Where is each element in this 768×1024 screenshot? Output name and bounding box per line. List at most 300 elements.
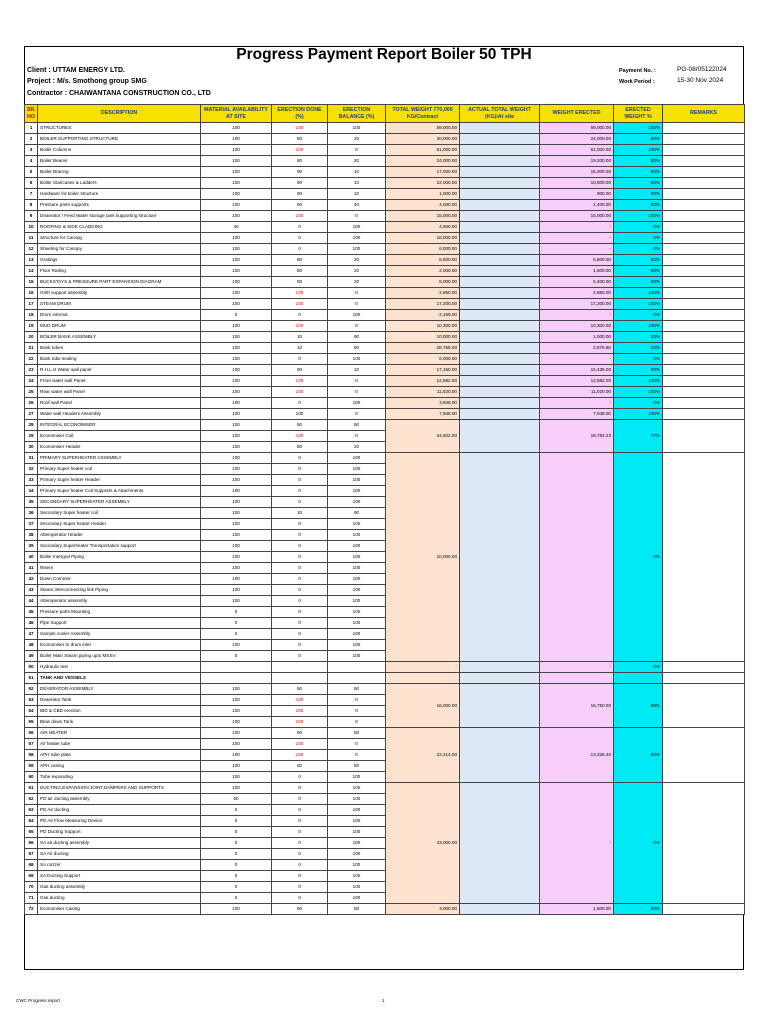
row-erection-done: 0 xyxy=(272,596,328,607)
row-material: 100 xyxy=(201,189,272,200)
row-description: Hydraulic test xyxy=(38,662,201,673)
row-erection-balance: 100 xyxy=(328,486,386,497)
row-total-weight: 3,000.00 xyxy=(386,904,460,915)
row-srno: 71 xyxy=(25,893,38,904)
row-erection-balance: 10 xyxy=(328,365,386,376)
row-actual-weight xyxy=(460,332,540,343)
row-erected-pct: 80% xyxy=(614,277,663,288)
row-srno: 45 xyxy=(25,607,38,618)
row-description: Air heater tube xyxy=(38,739,201,750)
row-erection-balance: 10 xyxy=(328,189,386,200)
row-description: INTEGRAL ECONOMISER xyxy=(38,420,201,431)
row-weight-erected: 15,300.00 xyxy=(540,167,614,178)
row-description: SA Ducting Support xyxy=(38,871,201,882)
row-material: 50 xyxy=(201,794,272,805)
row-srno: 30 xyxy=(25,442,38,453)
row-erection-done: 0 xyxy=(272,629,328,640)
row-weight-erected: 17,200.00 xyxy=(540,299,614,310)
row-remarks xyxy=(663,211,745,222)
table-row xyxy=(25,673,745,684)
row-srno: 35 xyxy=(25,497,38,508)
row-material: 100 xyxy=(201,783,272,794)
row-weight-erected: 1,600.00 xyxy=(540,266,614,277)
row-erected-pct: 100% xyxy=(614,288,663,299)
row-material: 100 xyxy=(201,519,272,530)
row-total-weight: 2,159.00 xyxy=(386,310,460,321)
row-actual-weight xyxy=(460,354,540,365)
row-description: Blow down Tank xyxy=(38,717,201,728)
row-erection-done: 0 xyxy=(272,772,328,783)
row-erection-balance: 40 xyxy=(328,200,386,211)
row-total-weight: 18,000.00 xyxy=(386,684,460,728)
row-srno: 61 xyxy=(25,783,38,794)
row-erection-balance: 0 xyxy=(328,706,386,717)
row-remarks xyxy=(663,673,745,684)
row-description: Floor Railing xyxy=(38,266,201,277)
row-srno: 20 xyxy=(25,332,38,343)
row-weight-erected: - xyxy=(540,233,614,244)
row-total-weight: 22,214.00 xyxy=(386,728,460,783)
row-erection-balance xyxy=(328,673,386,684)
row-erection-balance: 100 xyxy=(328,651,386,662)
row-material: 0 xyxy=(201,882,272,893)
row-erected-pct: 10% xyxy=(614,343,663,354)
row-erection-balance: 20 xyxy=(328,255,386,266)
row-actual-weight xyxy=(460,321,540,332)
row-srno: 28 xyxy=(25,420,38,431)
row-erected-pct: 90% xyxy=(614,365,663,376)
row-erection-balance xyxy=(328,662,386,673)
row-material: 100 xyxy=(201,585,272,596)
row-erected-pct: 100% xyxy=(614,145,663,156)
row-srno: 4 xyxy=(25,156,38,167)
row-srno: 3 xyxy=(25,145,38,156)
row-material: 100 xyxy=(201,772,272,783)
table-row xyxy=(25,409,745,420)
row-material: 100 xyxy=(201,354,272,365)
row-total-weight: 2,850.00 xyxy=(386,288,460,299)
row-erection-balance: 100 xyxy=(328,882,386,893)
row-erection-done xyxy=(272,662,328,673)
row-srno: 41 xyxy=(25,563,38,574)
row-erection-done: 80 xyxy=(272,277,328,288)
row-weight-erected: 12,582.00 xyxy=(540,376,614,387)
row-actual-weight xyxy=(460,266,540,277)
row-srno: 56 xyxy=(25,728,38,739)
row-material: 100 xyxy=(201,156,272,167)
row-erection-balance: 100 xyxy=(328,222,386,233)
row-actual-weight xyxy=(460,288,540,299)
row-erection-done: 100 xyxy=(272,431,328,442)
row-description: Front water wall Panel xyxy=(38,376,201,387)
row-erection-balance: 0 xyxy=(328,409,386,420)
row-remarks xyxy=(663,728,745,783)
row-remarks xyxy=(663,277,745,288)
row-description: Economiser Header xyxy=(38,442,201,453)
row-remarks xyxy=(663,178,745,189)
row-erected-pct: 0% xyxy=(614,354,663,365)
footer-label: CWC Progress report xyxy=(16,998,60,1003)
row-erection-done: 0 xyxy=(272,783,328,794)
row-erection-balance: 20 xyxy=(328,277,386,288)
col-header-total-weight: TOTAL WEIGHT 770,000 KG/Contract xyxy=(386,105,460,123)
row-remarks xyxy=(663,123,745,134)
row-material: 100 xyxy=(201,200,272,211)
row-actual-weight xyxy=(460,189,540,200)
row-material: 100 xyxy=(201,343,272,354)
row-description: ROOFING & SIDE CLADDING xyxy=(38,222,201,233)
table-row xyxy=(25,904,745,915)
row-material: 100 xyxy=(201,475,272,486)
row-erection-done: 50 xyxy=(272,684,328,695)
table-row xyxy=(25,376,745,387)
row-material: 100 xyxy=(201,497,272,508)
row-srno: 40 xyxy=(25,552,38,563)
row-description: Bank tube sealing xyxy=(38,354,201,365)
row-description: Economiser to drum inlet xyxy=(38,640,201,651)
row-erection-balance: 10 xyxy=(328,178,386,189)
row-erection-balance: 0 xyxy=(328,299,386,310)
row-erection-done: 0 xyxy=(272,222,328,233)
row-description: PRIMARY SUPERHEATER ASSEMBLY xyxy=(38,453,201,464)
row-material: 100 xyxy=(201,321,272,332)
row-remarks xyxy=(663,332,745,343)
row-erected-pct: 60% xyxy=(614,728,663,783)
row-material: 100 xyxy=(201,244,272,255)
row-erected-pct: 100% xyxy=(614,211,663,222)
table-row xyxy=(25,310,745,321)
row-erection-balance: 50 xyxy=(328,761,386,772)
row-description: SECONDARY SUPERHEATER ASSEMBLY xyxy=(38,497,201,508)
row-srno: 55 xyxy=(25,717,38,728)
row-srno: 44 xyxy=(25,596,38,607)
row-erection-done: 0 xyxy=(272,398,328,409)
row-actual-weight xyxy=(460,178,540,189)
row-erection-balance: 100 xyxy=(328,827,386,838)
row-material: 100 xyxy=(201,299,272,310)
row-description: PD Air Flow Measuring Device xyxy=(38,816,201,827)
row-srno: 62 xyxy=(25,794,38,805)
row-total-weight: 17,000.00 xyxy=(386,167,460,178)
row-srno: 54 xyxy=(25,706,38,717)
row-erection-balance: 0 xyxy=(328,750,386,761)
row-description: Boiler Staircases & Ladders xyxy=(38,178,201,189)
row-erection-balance: 100 xyxy=(328,816,386,827)
row-description: SA air ducting assembly xyxy=(38,838,201,849)
table-header-row xyxy=(25,105,745,123)
row-description: Primary Super heater coil xyxy=(38,464,201,475)
row-erection-done: 0 xyxy=(272,475,328,486)
row-erection-balance: 90 xyxy=(328,332,386,343)
row-material: 100 xyxy=(201,904,272,915)
row-erection-balance: 50 xyxy=(328,420,386,431)
row-actual-weight xyxy=(460,376,540,387)
row-material xyxy=(201,673,272,684)
row-srno: 50 xyxy=(25,662,38,673)
row-srno: 1 xyxy=(25,123,38,134)
row-description: Primary Super heater Header xyxy=(38,475,201,486)
row-material: 100 xyxy=(201,552,272,563)
row-erection-done: 50 xyxy=(272,728,328,739)
row-total-weight: 59,000.00 xyxy=(386,123,460,134)
report-title: Progress Payment Report Boiler 50 TPH xyxy=(236,46,532,63)
project-line: Project : M/s. Smothong group SMG xyxy=(27,78,147,85)
row-erected-pct: 100% xyxy=(614,299,663,310)
col-header-weight-erected: WEIGHT ERECTED xyxy=(540,105,614,123)
row-srno: 8 xyxy=(25,200,38,211)
row-srno: 11 xyxy=(25,233,38,244)
row-erected-pct: 100% xyxy=(614,387,663,398)
row-erection-done: 0 xyxy=(272,893,328,904)
table-row xyxy=(25,728,745,739)
row-erection-balance: 0 xyxy=(328,431,386,442)
row-srno: 13 xyxy=(25,255,38,266)
row-description: Drum internal xyxy=(38,310,201,321)
row-erection-done: 0 xyxy=(272,651,328,662)
row-material: 100 xyxy=(201,695,272,706)
row-actual-weight xyxy=(460,211,540,222)
row-erection-done: 100 xyxy=(272,123,328,134)
table-row xyxy=(25,134,745,145)
table-row xyxy=(25,145,745,156)
row-description: Pressure parts supports xyxy=(38,200,201,211)
row-actual-weight xyxy=(460,783,540,904)
row-erection-balance: 100 xyxy=(328,233,386,244)
row-total-weight: 24,000.00 xyxy=(386,156,460,167)
row-srno: 32 xyxy=(25,464,38,475)
row-total-weight: 4,000.00 xyxy=(386,200,460,211)
table-row xyxy=(25,123,745,134)
row-erected-pct: 80% xyxy=(614,266,663,277)
row-erection-balance: 100 xyxy=(328,552,386,563)
row-srno: 24 xyxy=(25,376,38,387)
row-material: 100 xyxy=(201,365,272,376)
row-material: 100 xyxy=(201,266,272,277)
row-remarks xyxy=(663,453,745,662)
row-description: Deaerator Tank xyxy=(38,695,201,706)
row-description: PD air ducting assembly xyxy=(38,794,201,805)
row-srno: 39 xyxy=(25,541,38,552)
row-description: SA Air ducting xyxy=(38,849,201,860)
row-erection-balance: 0 xyxy=(328,717,386,728)
row-remarks xyxy=(663,398,745,409)
row-material: 0 xyxy=(201,805,272,816)
row-srno: 18 xyxy=(25,310,38,321)
row-srno: 36 xyxy=(25,508,38,519)
row-total-weight: 17,200.00 xyxy=(386,299,460,310)
row-erection-balance: 100 xyxy=(328,585,386,596)
row-description: SA nozzel xyxy=(38,860,201,871)
row-erected-pct: 100% xyxy=(614,321,663,332)
row-total-weight: 28,758.00 xyxy=(386,343,460,354)
row-erected-pct: 80% xyxy=(614,134,663,145)
row-weight-erected xyxy=(540,673,614,684)
progress-table xyxy=(24,104,745,915)
col-header-remarks: REMARKS xyxy=(663,105,745,123)
row-srno: 37 xyxy=(25,519,38,530)
row-remarks xyxy=(663,233,745,244)
row-erection-balance: 100 xyxy=(328,893,386,904)
table-row xyxy=(25,662,745,673)
row-description: IBD & CBD erection xyxy=(38,706,201,717)
row-erection-balance: 0 xyxy=(328,321,386,332)
row-erected-pct: 10% xyxy=(614,332,663,343)
row-srno: 26 xyxy=(25,398,38,409)
payment-no-value: PG-08/05122024 xyxy=(677,66,727,73)
row-material: 100 xyxy=(201,596,272,607)
row-material: 100 xyxy=(201,387,272,398)
row-erection-balance: 50 xyxy=(328,904,386,915)
row-description: R.H.L.H Water wall panel xyxy=(38,365,201,376)
row-erection-balance: 100 xyxy=(328,629,386,640)
row-actual-weight xyxy=(460,233,540,244)
row-remarks xyxy=(663,134,745,145)
row-total-weight: 10,300.00 xyxy=(386,321,460,332)
col-header-srno: SR. NO xyxy=(25,105,38,123)
row-erection-done: 90 xyxy=(272,189,328,200)
row-material: 100 xyxy=(201,574,272,585)
row-weight-erected: - xyxy=(540,354,614,365)
row-material: 0 xyxy=(201,827,272,838)
row-erection-done: 0 xyxy=(272,519,328,530)
row-remarks xyxy=(663,365,745,376)
row-erected-pct: 90% xyxy=(614,167,663,178)
row-erection-done: 50 xyxy=(272,761,328,772)
row-srno: 17 xyxy=(25,299,38,310)
row-material: 0 xyxy=(201,310,272,321)
table-row xyxy=(25,156,745,167)
row-erection-balance: 20 xyxy=(328,442,386,453)
row-total-weight: 6,000.00 xyxy=(386,244,460,255)
row-erection-balance: 100 xyxy=(328,453,386,464)
row-erection-balance: 100 xyxy=(328,354,386,365)
row-description: Economiser Coil xyxy=(38,431,201,442)
row-weight-erected: 15,750.00 xyxy=(540,684,614,728)
row-remarks xyxy=(663,343,745,354)
row-actual-weight xyxy=(460,200,540,211)
row-weight-erected: 19,200.00 xyxy=(540,156,614,167)
work-period-value: 15-30 Nov 2024 xyxy=(677,77,724,84)
row-description: Boiler Beams xyxy=(38,156,201,167)
row-srno: 68 xyxy=(25,860,38,871)
row-material: 100 xyxy=(201,684,272,695)
col-header-material: MATERIAL AVAILABILITY AT SITE xyxy=(201,105,272,123)
row-erection-done: 100 xyxy=(272,321,328,332)
row-actual-weight xyxy=(460,310,540,321)
row-erection-done: 0 xyxy=(272,849,328,860)
row-erection-balance: 100 xyxy=(328,618,386,629)
row-erection-balance: 100 xyxy=(328,640,386,651)
row-erection-balance: 100 xyxy=(328,574,386,585)
row-erected-pct: 90% xyxy=(614,189,663,200)
row-actual-weight xyxy=(460,277,540,288)
row-erection-done: 0 xyxy=(272,794,328,805)
row-weight-erected: 2,875.80 xyxy=(540,343,614,354)
row-material: 100 xyxy=(201,508,272,519)
row-weight-erected: - xyxy=(540,310,614,321)
row-material: 100 xyxy=(201,288,272,299)
row-erection-balance: 0 xyxy=(328,695,386,706)
row-actual-weight xyxy=(460,728,540,783)
row-actual-weight xyxy=(460,299,540,310)
row-actual-weight xyxy=(460,222,540,233)
row-remarks xyxy=(663,783,745,904)
row-erection-balance: 100 xyxy=(328,596,386,607)
row-erection-balance: 90 xyxy=(328,343,386,354)
row-description: Pressure parts Mounting xyxy=(38,607,201,618)
row-weight-erected: 59,000.00 xyxy=(540,123,614,134)
col-header-erection-done: ERECTION DONE (%) xyxy=(272,105,328,123)
page-number: 1 xyxy=(382,998,385,1003)
row-erection-balance: 20 xyxy=(328,266,386,277)
row-srno: 33 xyxy=(25,475,38,486)
row-total-weight: 18,000.00 xyxy=(386,233,460,244)
row-description: Water wall Headers Assembly xyxy=(38,409,201,420)
row-description: AIR HEATER xyxy=(38,728,201,739)
row-srno: 72 xyxy=(25,904,38,915)
row-actual-weight xyxy=(460,244,540,255)
row-erection-done: 0 xyxy=(272,310,328,321)
col-header-erection-balance: ERECTION BALANCE (%) xyxy=(328,105,386,123)
row-description: Tube expanding xyxy=(38,772,201,783)
row-srno: 60 xyxy=(25,772,38,783)
row-description: PD Air ducting xyxy=(38,805,201,816)
row-weight-erected: - xyxy=(540,398,614,409)
row-remarks xyxy=(663,321,745,332)
row-description: Rear water wall Panel xyxy=(38,387,201,398)
row-description: Attemperator assembly xyxy=(38,596,201,607)
row-erection-done: 0 xyxy=(272,453,328,464)
row-total-weight: 24,502.00 xyxy=(386,420,460,453)
row-srno: 34 xyxy=(25,486,38,497)
table-row xyxy=(25,266,745,277)
row-srno: 57 xyxy=(25,739,38,750)
row-srno: 42 xyxy=(25,574,38,585)
row-remarks xyxy=(663,387,745,398)
row-remarks xyxy=(663,156,745,167)
table-row xyxy=(25,178,745,189)
row-weight-erected: 61,000.00 xyxy=(540,145,614,156)
row-erection-done: 100 xyxy=(272,739,328,750)
row-description: APH casing xyxy=(38,761,201,772)
table-row xyxy=(25,167,745,178)
row-description: Sheeting for Canopy xyxy=(38,244,201,255)
row-remarks xyxy=(663,244,745,255)
row-erection-balance: 100 xyxy=(328,244,386,255)
row-actual-weight xyxy=(460,255,540,266)
row-remarks xyxy=(663,409,745,420)
row-erection-done: 100 xyxy=(272,387,328,398)
row-weight-erected: 13,328.40 xyxy=(540,728,614,783)
row-material: 0 xyxy=(201,849,272,860)
row-erection-done: 0 xyxy=(272,640,328,651)
row-srno: 22 xyxy=(25,354,38,365)
row-erection-done: 100 xyxy=(272,706,328,717)
row-material: 100 xyxy=(201,761,272,772)
table-body xyxy=(25,123,745,915)
row-weight-erected: 24,000.00 xyxy=(540,134,614,145)
row-erection-done: 0 xyxy=(272,574,328,585)
row-erection-done: 100 xyxy=(272,695,328,706)
row-actual-weight xyxy=(460,420,540,453)
row-actual-weight xyxy=(460,167,540,178)
row-material xyxy=(201,662,272,673)
row-material: 0 xyxy=(201,816,272,827)
col-header-description: DESCRIPTION xyxy=(38,105,201,123)
row-srno: 23 xyxy=(25,365,38,376)
row-srno: 48 xyxy=(25,640,38,651)
row-actual-weight xyxy=(460,684,540,728)
